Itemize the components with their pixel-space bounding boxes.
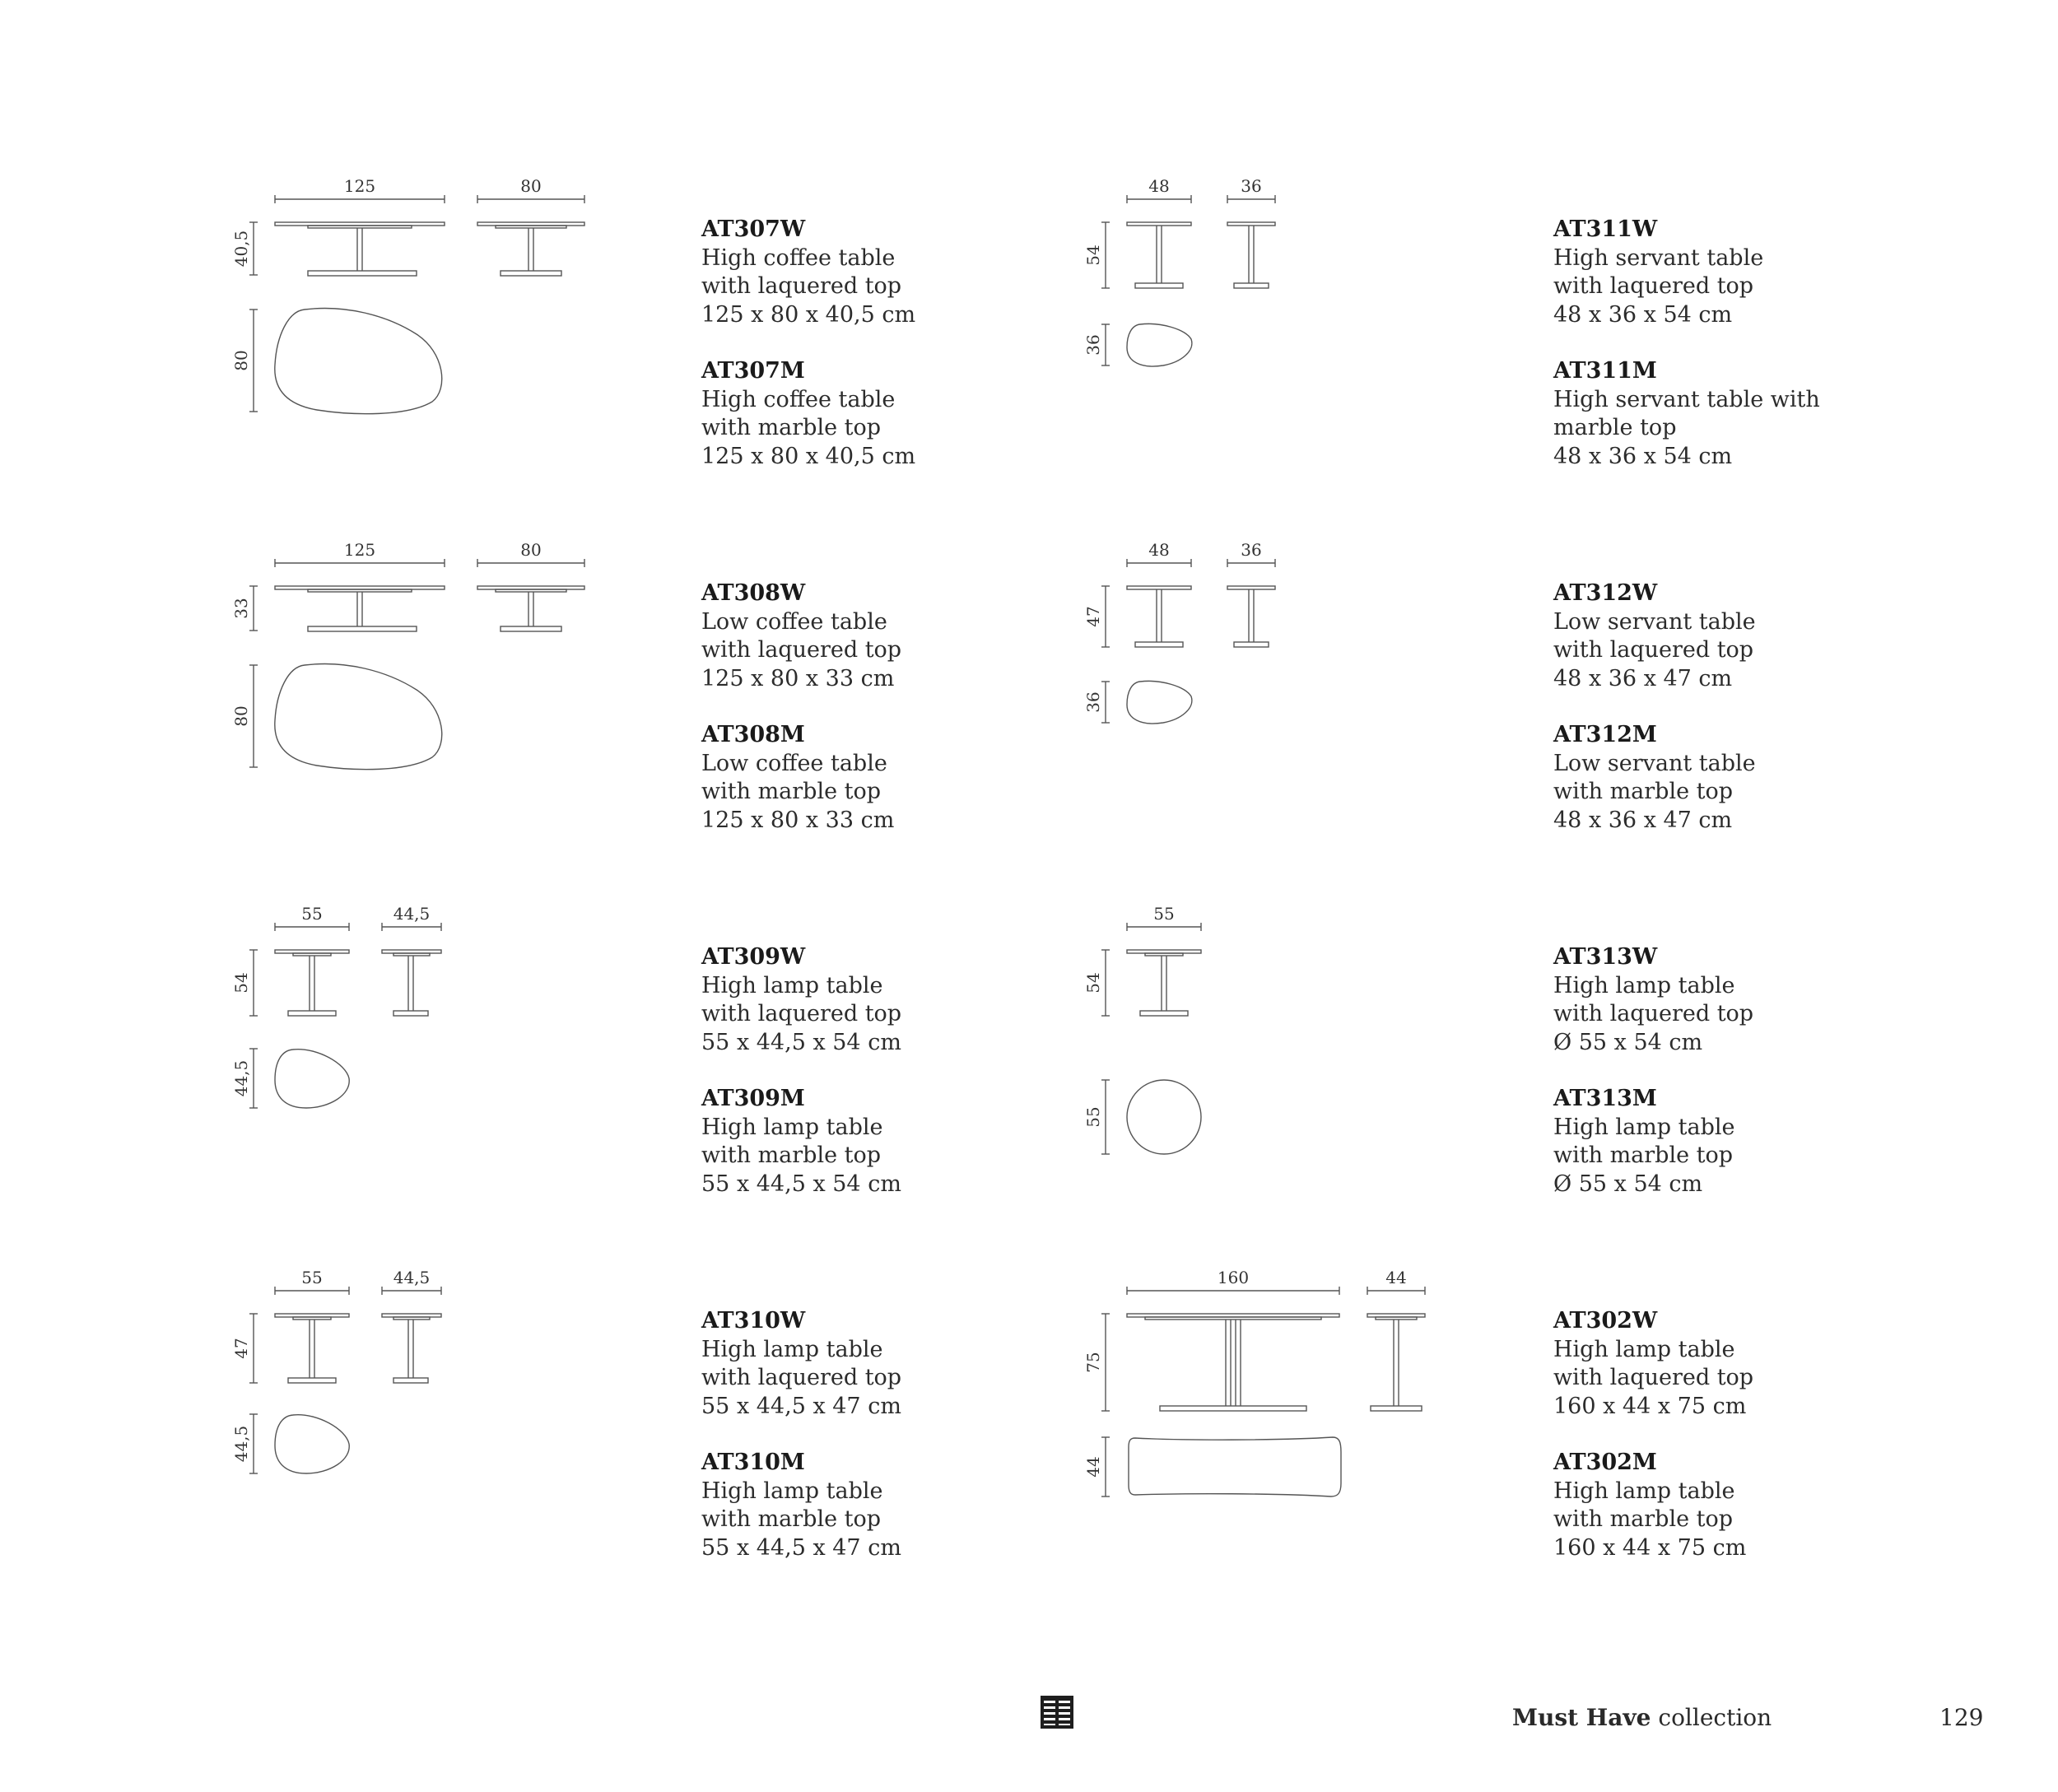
page-number: 129 [1939, 1704, 1984, 1731]
at312m-entry [1553, 721, 1756, 835]
dimensions-line: Ø 55 x 54 cm [1553, 1171, 1703, 1197]
at310-top-plan [275, 1415, 349, 1473]
at309-length-label: 55 [301, 904, 323, 924]
at307-height-label: 40,5 [231, 230, 251, 268]
at307-top-plan [275, 309, 442, 414]
at307w-entry [701, 216, 915, 329]
at313w-entry [1553, 943, 1753, 1057]
dimensions-line: Ø 55 x 54 cm [1553, 1029, 1703, 1055]
at308w-entry [701, 579, 901, 693]
description-line: with laquered top [701, 637, 902, 663]
at311-plan-depth-label: 36 [1083, 334, 1103, 356]
product-at310 [222, 1263, 1045, 1625]
product-at309 [222, 899, 1045, 1261]
at310m-entry [701, 1449, 901, 1562]
description-line: with laquered top [1553, 273, 1754, 299]
description-line: High servant table with [1553, 386, 1820, 412]
description-line: High lamp table [701, 972, 883, 998]
at311w-entry [1553, 216, 1820, 329]
description-line: High lamp table [1553, 1478, 1735, 1504]
product-code: AT313W [1553, 944, 1658, 970]
at302-height-label: 75 [1083, 1352, 1103, 1373]
product-code: AT312W [1553, 580, 1658, 606]
description-line: with laquered top [701, 1365, 902, 1390]
dimensions-line: 48 x 36 x 47 cm [1553, 807, 1733, 833]
at309-top-plan [275, 1050, 349, 1108]
description-line: with marble top [1553, 779, 1734, 804]
at307m-entry [701, 357, 915, 471]
dimensions-line: 160 x 44 x 75 cm [1553, 1534, 1747, 1561]
at302w-entry [1553, 1307, 1753, 1421]
at309w-entry [701, 943, 901, 1057]
product-code: AT307M [701, 358, 805, 384]
dimensions-line: 48 x 36 x 54 cm [1553, 301, 1733, 328]
at309-height-label: 54 [231, 972, 251, 994]
description-line: with laquered top [1553, 1001, 1754, 1026]
at312-top-plan [1127, 681, 1192, 724]
at302-top-plan [1129, 1437, 1341, 1496]
description-line: marble top [1553, 415, 1677, 440]
product-at307 [222, 171, 1045, 533]
at313-technical-drawing [1074, 899, 1404, 1162]
product-code: AT312M [1553, 722, 1657, 747]
at302-technical-drawing [1074, 1263, 1486, 1510]
at310-plan-depth-label: 44,5 [231, 1425, 251, 1463]
at312-height-label: 47 [1083, 606, 1103, 627]
description-line: Low coffee table [701, 750, 887, 776]
product-code: AT302M [1553, 1450, 1657, 1475]
at311-description [1553, 216, 1820, 499]
at313-height-label: 54 [1083, 972, 1103, 994]
dimensions-line: 125 x 80 x 40,5 cm [701, 301, 916, 328]
at310w-entry [701, 1307, 901, 1421]
at310-width-label: 44,5 [393, 1268, 431, 1287]
dimensions-line: 125 x 80 x 33 cm [701, 665, 895, 691]
at312w-entry [1553, 579, 1756, 693]
brand-logo-icon [1041, 1696, 1073, 1729]
description-line: Low servant table [1553, 750, 1756, 776]
product-at302 [1074, 1263, 1897, 1625]
at302-plan-depth-label: 44 [1083, 1456, 1103, 1478]
description-line: with laquered top [1553, 1365, 1754, 1390]
product-code: AT311M [1553, 358, 1657, 384]
product-at311 [1074, 171, 1897, 533]
description-line: with laquered top [1553, 637, 1754, 663]
dimensions-line: 125 x 80 x 33 cm [701, 807, 895, 833]
at313-length-label: 55 [1153, 904, 1175, 924]
at309-description [701, 943, 901, 1226]
at309-technical-drawing [222, 899, 552, 1113]
at313-plan-depth-label: 55 [1083, 1106, 1103, 1128]
at307-technical-drawing [222, 171, 634, 418]
dimensions-line: 55 x 44,5 x 47 cm [701, 1393, 901, 1419]
description-line: High lamp table [1553, 1114, 1735, 1140]
product-code: AT313M [1553, 1086, 1657, 1111]
dimensions-line: 48 x 36 x 54 cm [1553, 443, 1733, 469]
product-code: AT310M [701, 1450, 805, 1475]
product-code: AT310W [701, 1308, 806, 1334]
product-code: AT302W [1553, 1308, 1658, 1334]
at307-plan-depth-label: 80 [231, 350, 251, 371]
at313-description [1553, 943, 1753, 1226]
at307-length-label: 125 [343, 176, 376, 196]
dimensions-line: 160 x 44 x 75 cm [1553, 1393, 1747, 1419]
at308-technical-drawing [222, 535, 634, 782]
dimensions-line: 55 x 44,5 x 54 cm [701, 1171, 901, 1197]
at310-height-label: 47 [231, 1338, 251, 1359]
dimensions-line: 55 x 44,5 x 47 cm [701, 1534, 901, 1561]
product-code: AT308M [701, 722, 805, 747]
description-line: with laquered top [701, 1001, 902, 1026]
description-line: with marble top [1553, 1506, 1734, 1532]
description-line: with marble top [701, 1143, 882, 1168]
at313m-entry [1553, 1085, 1753, 1199]
at311-technical-drawing [1074, 171, 1404, 385]
at310-description [701, 1307, 901, 1590]
at311m-entry [1553, 357, 1820, 471]
description-line: with marble top [701, 415, 882, 440]
description-line: with marble top [701, 779, 882, 804]
product-code: AT307W [701, 216, 806, 242]
product-code: AT309W [701, 944, 806, 970]
at312-technical-drawing [1074, 535, 1404, 749]
collection-suffix: collection [1651, 1704, 1772, 1731]
at311-length-label: 48 [1148, 176, 1170, 196]
at312-width-label: 36 [1241, 540, 1262, 560]
description-line: High coffee table [701, 244, 896, 271]
product-at312 [1074, 535, 1897, 897]
description-line: Low coffee table [701, 608, 887, 635]
description-line: High lamp table [701, 1478, 883, 1504]
description-line: High lamp table [701, 1336, 883, 1362]
description-line: with marble top [1553, 1143, 1734, 1168]
at312-plan-depth-label: 36 [1083, 691, 1103, 713]
description-line: with marble top [701, 1506, 882, 1532]
at302-length-label: 160 [1217, 1268, 1250, 1287]
at302m-entry [1553, 1449, 1753, 1562]
description-line: High lamp table [701, 1114, 883, 1140]
at312-length-label: 48 [1148, 540, 1170, 560]
product-at313 [1074, 899, 1897, 1261]
product-code: AT311W [1553, 216, 1658, 242]
collection-title [1512, 1704, 1772, 1731]
at308-height-label: 33 [231, 598, 251, 619]
description-line: with laquered top [701, 273, 902, 299]
product-code: AT309M [701, 1086, 805, 1111]
at309-plan-depth-label: 44,5 [231, 1059, 251, 1097]
description-line: High coffee table [701, 386, 896, 412]
at308-description [701, 579, 901, 863]
at309-width-label: 44,5 [393, 904, 431, 924]
at310-length-label: 55 [301, 1268, 323, 1287]
at308-width-label: 80 [520, 540, 542, 560]
at311-top-plan [1127, 323, 1192, 366]
dimensions-line: 55 x 44,5 x 54 cm [701, 1029, 901, 1055]
at307-width-label: 80 [520, 176, 542, 196]
at302-width-label: 44 [1385, 1268, 1407, 1287]
product-at308 [222, 535, 1045, 897]
at309m-entry [701, 1085, 901, 1199]
at308-top-plan [275, 664, 442, 770]
at307-description [701, 216, 915, 499]
at311-width-label: 36 [1241, 176, 1262, 196]
dimensions-line: 125 x 80 x 40,5 cm [701, 443, 916, 469]
at313-top-plan [1127, 1080, 1201, 1154]
at308-length-label: 125 [343, 540, 376, 560]
at312-description [1553, 579, 1756, 863]
at311-height-label: 54 [1083, 244, 1103, 266]
at310-technical-drawing [222, 1263, 552, 1477]
at308-plan-depth-label: 80 [231, 705, 251, 727]
at308m-entry [701, 721, 901, 835]
description-line: High lamp table [1553, 1336, 1735, 1362]
product-code: AT308W [701, 580, 806, 606]
description-line: Low servant table [1553, 608, 1756, 635]
description-line: High lamp table [1553, 972, 1735, 998]
at302-description [1553, 1307, 1753, 1590]
description-line: High servant table [1553, 244, 1764, 271]
collection-name: Must Have [1512, 1704, 1651, 1731]
dimensions-line: 48 x 36 x 47 cm [1553, 665, 1733, 691]
